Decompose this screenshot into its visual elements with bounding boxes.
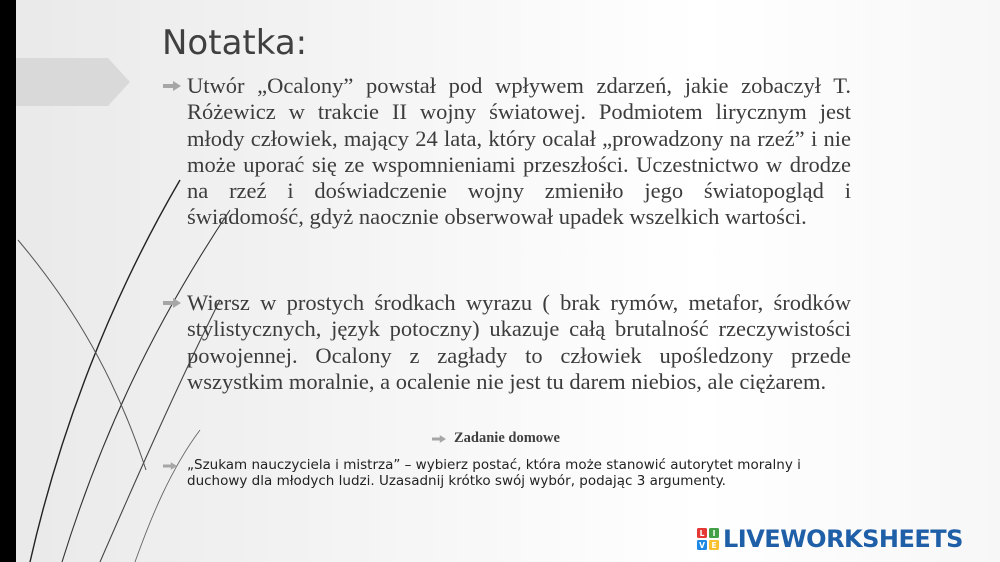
liveworksheets-logo: [697, 527, 963, 551]
arrow-bullet-icon: [432, 435, 446, 443]
arrow-bullet-icon: [163, 298, 181, 308]
logo-mark-letter: E: [711, 541, 717, 550]
logo-text: LIVEWORKSHEETS: [723, 525, 963, 553]
homework-heading-text: Zadanie domowe: [454, 430, 560, 446]
note-paragraph-2: Wiersz w prostych środkach wyrazu ( brak rymów, metafor, środków stylistycznych, język potoczny) ukazuje całą brutalność rzeczywistości powojennej. Ocalony z zagłady to człowiek upośledzony przede wszystkim moralnie, a ocalenie nie jest tu darem niebios, ale ciężarem.: [187, 290, 851, 394]
homework-text: „Szukam nauczyciela i mistrza” – wybierz postać, która może stanowić autorytet moralny i duchowy dla młodych ludzi. Uzasadnij krótko swój wybór, podając 3 argumenty.: [187, 457, 801, 489]
homework-heading: [432, 430, 560, 447]
arrow-bullet-icon: [163, 81, 181, 91]
arrow-bullet-icon: [163, 462, 177, 470]
logo-mark-letter: L: [699, 529, 705, 539]
slide-title: Notatka:: [162, 23, 308, 63]
title-accent-tab: [16, 58, 130, 106]
decor-curve-4: [18, 240, 146, 470]
logo-mark-letter: I: [712, 529, 716, 539]
liveworksheets-logo-icon: [697, 528, 719, 550]
logo-mark-letter: V: [699, 541, 705, 550]
decor-curve-5: [135, 430, 200, 562]
note-paragraph-1: Utwór „Ocalony” powstał pod wpływem zdarzeń, jakie zobaczył T. Różewicz w trakcie II wojny światowej. Podmiotem lirycznym jest młody człowiek, mający 24 lata, który ocalał „prowadzony na rzeź” i nie może uporać się ze wspomnieniami przeszłości. Uczestnictwo w drodze na rzeź i doświadczenie wojny zmieniło jego światopogląd i świadomość, gdyż naocznie obserwował upadek wszelkich wartości.: [187, 73, 851, 230]
